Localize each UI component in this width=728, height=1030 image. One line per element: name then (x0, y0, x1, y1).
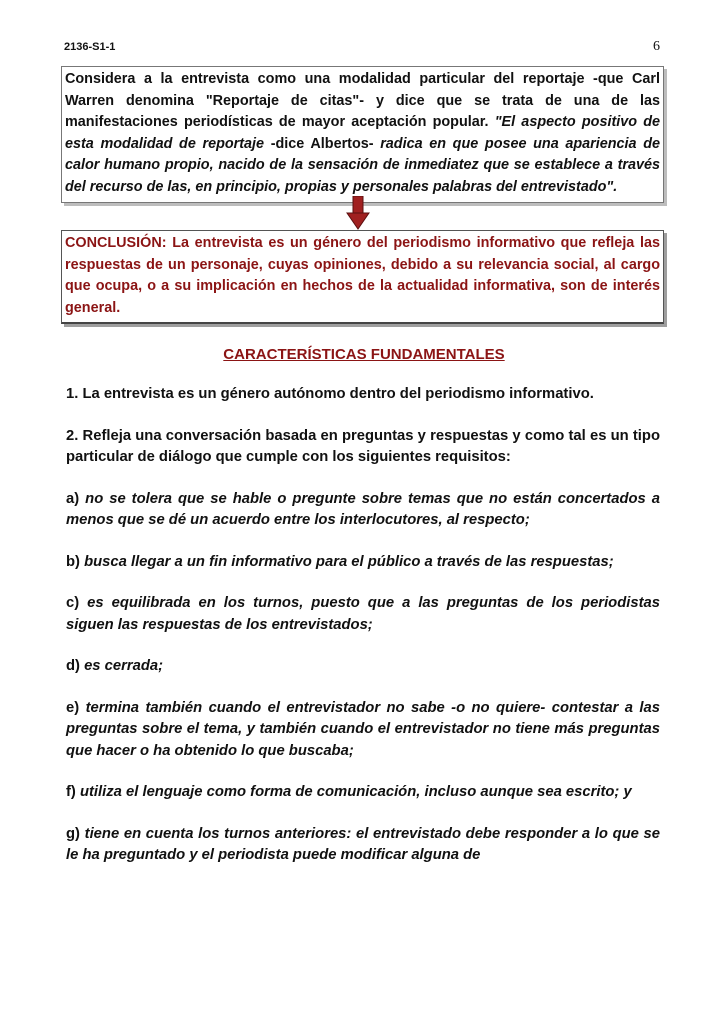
item-text: busca llegar a un fin informativo para el público a través de las respuestas; (84, 553, 614, 570)
conclusion-text (65, 233, 660, 319)
quote-part-a: "El aspecto positivo de esta modalidad de reportaje (65, 114, 661, 152)
item-text: termina también cuando el entrevistador no sabe -o no quiere- contestar a las preguntas sobre el tema, y también cuando el entrevistador no tiene más preguntas que hacer o ha obtenido lo que buscaba; (66, 699, 660, 759)
list-item (66, 698, 660, 763)
item-text: utiliza el lenguaje como forma de comunicación, incluso aunque sea escrito; y (79, 784, 632, 800)
page-number: 6 (653, 39, 660, 54)
conclusion-body: La entrevista es un género del periodismo informativo que refleja las respuestas de un personaje, cuyas opiniones, debido a su relevancia social, al cargo que ocupa, o a su implicación en hechos de la actualidad informativa, son de interés general. (65, 235, 660, 316)
section-title: CARACTERÍSTICAS FUNDAMENTALES (223, 346, 505, 363)
item-label: g) (66, 825, 85, 842)
list-item: 2. Refleja una conversación basada en preguntas y respuestas y como tal es un tipo particular de diálogo que cumple con los siguientes requisitos: (66, 427, 660, 465)
list-item (66, 824, 660, 867)
item-label: a) (66, 490, 86, 507)
item-label: c) (66, 595, 88, 611)
quote-box (61, 66, 664, 203)
item-text: tiene en cuenta los turnos anteriores: el entrevistado debe responder a lo que se le ha preguntado y el periodista puede modificar alguna de (66, 825, 660, 863)
item-label: e) (66, 699, 86, 716)
page-header (64, 38, 660, 60)
list-item (66, 782, 660, 804)
item-label: b) (66, 553, 85, 570)
item-label: d) (66, 658, 85, 674)
list-item (66, 593, 660, 636)
down-arrow-icon (346, 196, 370, 230)
item-text: es equilibrada en los turnos, puesto que a las preguntas de los periodistas siguen las respuestas de los entrevistados; (66, 595, 660, 633)
quote-part-b: -dice Albertos- (264, 135, 374, 152)
characteristics-list (66, 384, 660, 887)
list-item: 1. La entrevista es un género autónomo dentro del periodismo informativo. (66, 386, 594, 402)
list-item (66, 489, 660, 532)
item-text: es cerrada; (84, 658, 164, 674)
quote-intro: Considera a la entrevista como una modalidad particular del reportaje -que Carl Warren denomina "Reportaje de citas"- y dice que se trata de una de las manifestaciones periodísticas de mayor aceptación popular. (65, 71, 660, 130)
item-label: f) (66, 784, 80, 800)
list-item (66, 552, 660, 574)
item-text: no se tolera que se hable o pregunte sobre temas que no están concertados a menos que se dé un acuerdo entre los interlocutores, al respecto; (66, 490, 660, 528)
document-code: 2136-S1-1 (64, 41, 116, 53)
quote-box-text (65, 69, 660, 198)
conclusion-label: CONCLUSIÓN: (65, 235, 167, 251)
quote-part-c: radica en que posee una apariencia de calor humano propio, nacido de la sensación de inmediatez que se establece a través del recurso de las, en principio, propias y personales palabras del entrevistado". (65, 135, 660, 195)
list-item (66, 656, 660, 678)
conclusion-box (61, 230, 664, 324)
